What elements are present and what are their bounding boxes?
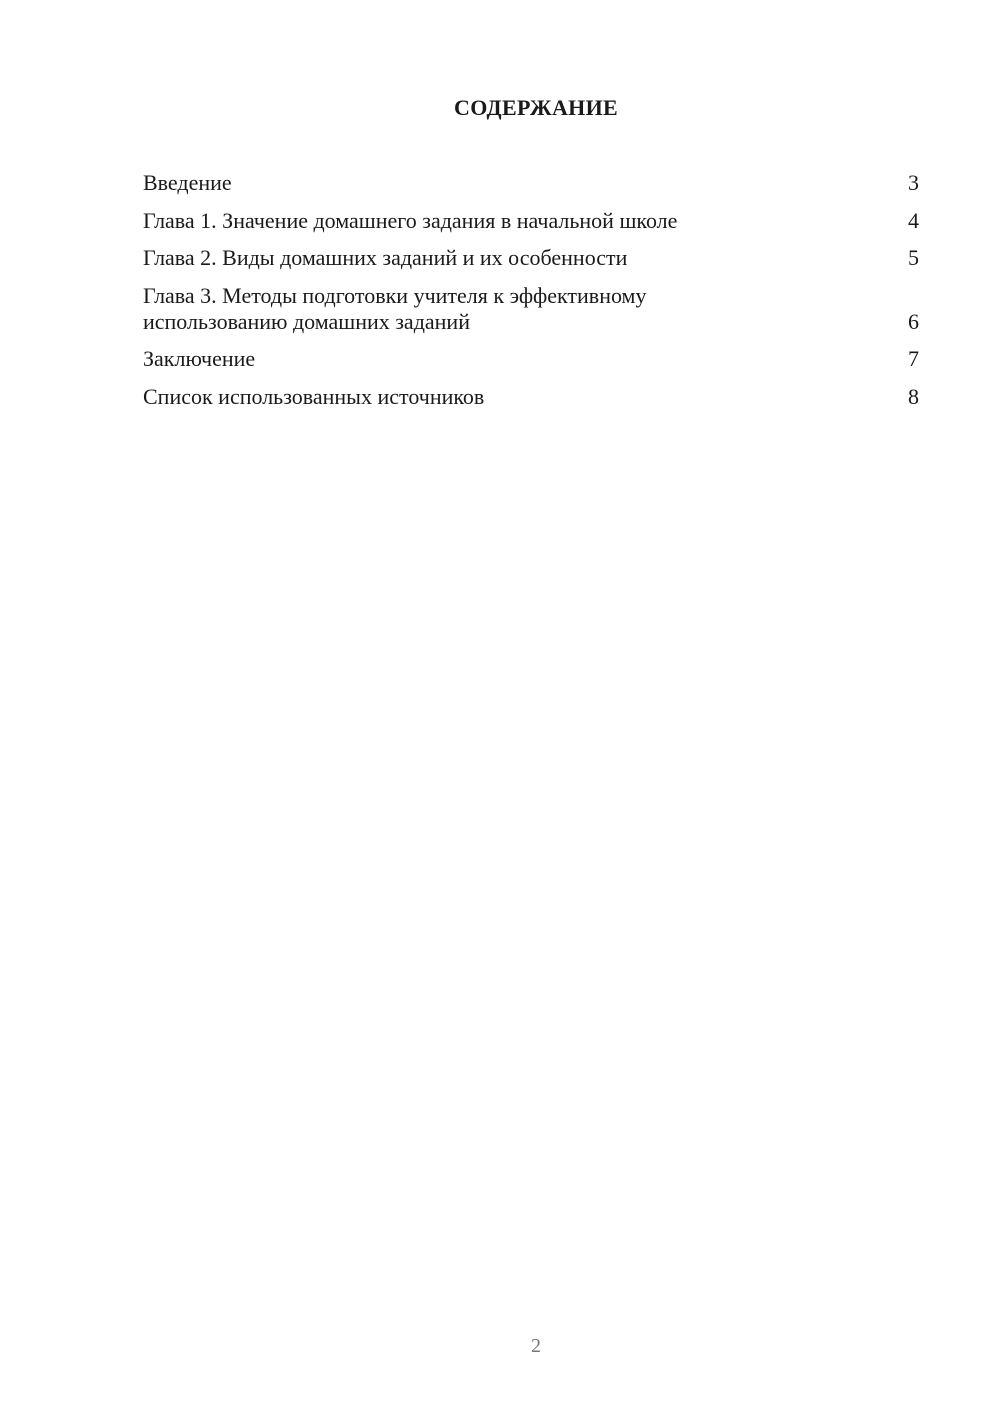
toc-entry-page: 3: [908, 170, 919, 195]
toc-entry-label: Глава 1. Значение домашнего задания в начальной школе: [143, 207, 678, 233]
toc-entry-chapter-2[interactable]: [143, 245, 919, 271]
toc-entry-references[interactable]: [143, 384, 919, 410]
toc-entry-page: 5: [908, 245, 919, 270]
toc-entry-page: 6: [908, 308, 919, 334]
toc-entry-introduction[interactable]: [143, 170, 919, 196]
toc-entry-label: Глава 2. Виды домашних заданий и их особенности: [143, 245, 628, 270]
toc-entry-chapter-1[interactable]: [143, 208, 919, 234]
toc-entry-label: Введение: [143, 170, 232, 195]
toc-entry-chapter-3[interactable]: [143, 283, 919, 335]
toc-entry-page: 7: [908, 346, 919, 371]
toc-entry-page: 4: [908, 207, 919, 233]
page-number: 2: [531, 1335, 541, 1357]
toc-entry-label: Глава 3. Методы подготовки учителя к эффективному использованию домашних заданий: [143, 282, 647, 334]
toc-entry-conclusion[interactable]: [143, 346, 919, 372]
toc-entry-page: 8: [908, 383, 919, 409]
toc-title: СОДЕРЖАНИЕ: [454, 95, 618, 120]
toc-entry-label: Заключение: [143, 346, 256, 371]
toc-entry-label: Список использованных источников: [143, 383, 485, 409]
table-of-contents: [143, 170, 919, 421]
